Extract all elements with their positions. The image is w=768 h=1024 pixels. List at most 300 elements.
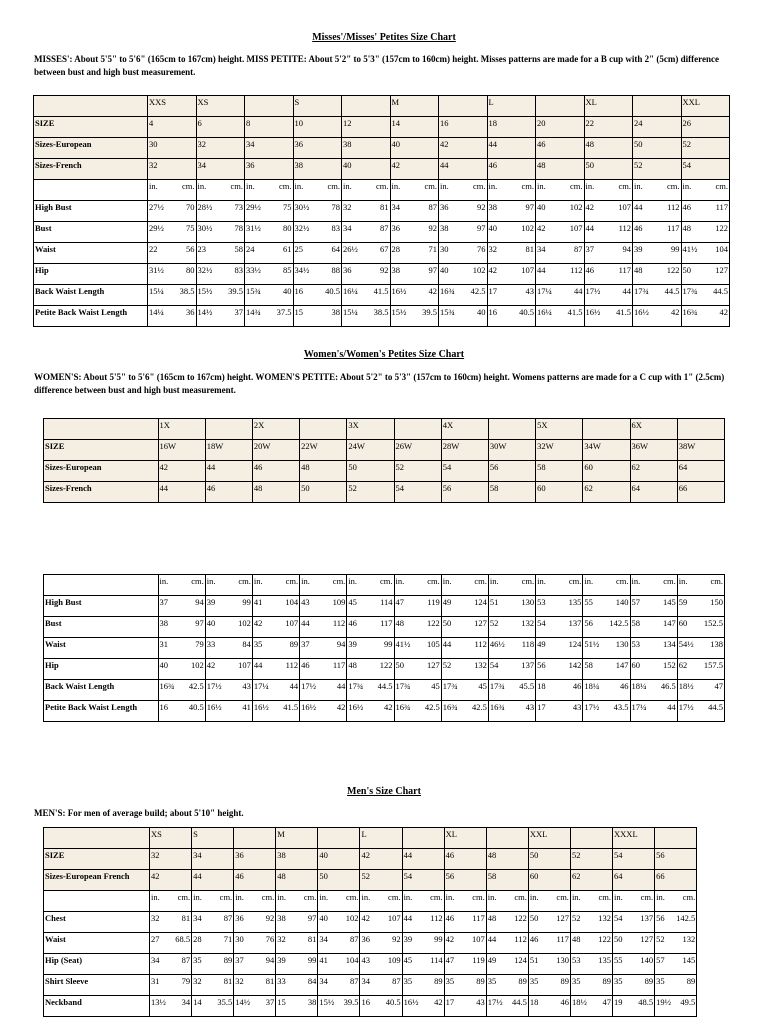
inches-value: 17¾ bbox=[442, 681, 458, 691]
measurement-row bbox=[44, 996, 697, 1017]
unit-cm: cm. bbox=[177, 892, 191, 902]
measurement-cell bbox=[276, 996, 318, 1017]
measurement-cell bbox=[570, 933, 612, 954]
measurement-pair bbox=[683, 306, 729, 318]
unit-cm: cm. bbox=[191, 576, 204, 586]
unit-cm: cm. bbox=[521, 576, 535, 586]
unit-cell bbox=[318, 891, 360, 912]
measurement-cell bbox=[402, 975, 444, 996]
measurement-pair bbox=[198, 243, 244, 255]
unit-in: in. bbox=[487, 892, 497, 902]
measurement-pair bbox=[235, 933, 274, 945]
size-group-cell: 5X bbox=[536, 419, 583, 440]
size-cell: 30W bbox=[488, 440, 535, 461]
cm-value: 102 bbox=[345, 913, 359, 923]
size-cell: 8 bbox=[245, 117, 294, 138]
inches-value: 47 bbox=[445, 955, 455, 965]
measurement-pair bbox=[679, 680, 723, 692]
measurement-cell bbox=[205, 638, 252, 659]
measurement-pair bbox=[572, 954, 611, 966]
measurement-pair bbox=[489, 306, 535, 318]
size-group-cell bbox=[318, 828, 360, 849]
cm-value: 104 bbox=[285, 597, 299, 607]
measurement-pair bbox=[443, 680, 487, 692]
size-cell: 26W bbox=[394, 440, 441, 461]
cm-value: 44 bbox=[574, 286, 583, 296]
measurement-row bbox=[44, 954, 697, 975]
measurement-cell bbox=[158, 701, 205, 722]
cm-value: 37.5 bbox=[276, 307, 292, 317]
size-group-cell bbox=[486, 828, 528, 849]
measurement-cell bbox=[300, 680, 347, 701]
measurement-pair bbox=[301, 659, 345, 671]
measurement-pair bbox=[149, 306, 195, 318]
inches-value: 59 bbox=[678, 597, 688, 607]
unit-cell bbox=[488, 575, 535, 596]
inches-value: 34 bbox=[151, 955, 160, 965]
inches-value: 42 bbox=[445, 934, 455, 944]
measurement-cell bbox=[536, 243, 585, 264]
unit-cm: cm. bbox=[181, 181, 195, 191]
inches-value: 18½ bbox=[571, 997, 587, 1007]
cm-value: 147 bbox=[615, 660, 629, 670]
size-group-cell bbox=[394, 419, 441, 440]
inches-value: 16 bbox=[488, 307, 497, 317]
row-label: SIZE bbox=[44, 440, 159, 461]
cm-value: 112 bbox=[332, 618, 346, 628]
measurement-pair bbox=[149, 243, 195, 255]
unit-pair bbox=[656, 891, 695, 903]
inches-value: 42 bbox=[253, 618, 263, 628]
unit-in: in. bbox=[445, 892, 455, 902]
cm-value: 122 bbox=[598, 934, 612, 944]
inches-value: 31 bbox=[151, 976, 160, 986]
inches-value: 46 bbox=[634, 223, 643, 233]
unit-pair bbox=[361, 891, 400, 903]
size-group-cell: M bbox=[276, 828, 318, 849]
size-cell: 24W bbox=[347, 440, 394, 461]
unit-cm: cm. bbox=[327, 181, 340, 191]
inches-value: 32 bbox=[193, 976, 202, 986]
measurement-cell bbox=[196, 243, 245, 264]
inches-value: 46 bbox=[445, 913, 455, 923]
cm-value: 75 bbox=[186, 223, 195, 233]
women-size-table-bottom bbox=[43, 574, 725, 722]
unit-cell bbox=[150, 891, 192, 912]
inches-value: 50 bbox=[682, 265, 691, 275]
measurement-pair bbox=[537, 264, 583, 276]
measurement-cell bbox=[439, 285, 488, 306]
inches-value: 48 bbox=[395, 618, 405, 628]
measurement-pair bbox=[246, 285, 292, 297]
measurement-pair bbox=[440, 264, 486, 276]
cm-value: 119 bbox=[472, 955, 485, 965]
measurement-pair bbox=[343, 264, 389, 276]
cm-value: 140 bbox=[640, 955, 654, 965]
cm-value: 89 bbox=[602, 976, 612, 986]
cm-value: 38.5 bbox=[179, 286, 195, 296]
unit-in: in. bbox=[395, 576, 405, 586]
size-cell: 40 bbox=[318, 849, 360, 870]
measurement-cell bbox=[488, 659, 535, 680]
measurement-cell bbox=[677, 596, 724, 617]
unit-cell bbox=[234, 891, 276, 912]
inches-value: 15 bbox=[294, 307, 303, 317]
measurement-pair bbox=[348, 617, 392, 629]
measurement-cell bbox=[196, 201, 245, 222]
unit-pair bbox=[440, 180, 486, 192]
cm-value: 145 bbox=[682, 955, 696, 965]
measurement-cell bbox=[655, 996, 697, 1017]
cm-value: 46 bbox=[560, 997, 569, 1007]
measurement-cell bbox=[245, 201, 294, 222]
cm-value: 43 bbox=[242, 681, 251, 691]
unit-cell bbox=[360, 891, 402, 912]
unit-cm: cm. bbox=[427, 576, 440, 586]
size-group-cell bbox=[536, 96, 585, 117]
cm-value: 43 bbox=[572, 702, 582, 712]
size-cell: 54 bbox=[441, 461, 488, 482]
measurement-pair bbox=[254, 680, 298, 692]
cm-value: 42.5 bbox=[472, 702, 487, 712]
inches-value: 15½ bbox=[197, 286, 213, 296]
measurement-cell bbox=[347, 680, 394, 701]
inches-value: 51 bbox=[489, 597, 499, 607]
inches-value: 36 bbox=[440, 202, 449, 212]
inches-value: 16½ bbox=[348, 702, 364, 712]
unit-in: in. bbox=[614, 892, 623, 902]
measurement-cell bbox=[441, 638, 488, 659]
measurement-pair bbox=[396, 680, 440, 692]
measurement-cell bbox=[584, 306, 633, 327]
size-cell: 50 bbox=[528, 849, 570, 870]
cm-value: 97 bbox=[428, 265, 437, 275]
unit-pair bbox=[404, 891, 443, 903]
size-group-cell: XS bbox=[196, 96, 245, 117]
unit-pair bbox=[207, 575, 251, 587]
measurement-cell bbox=[583, 596, 630, 617]
measurement-pair bbox=[530, 912, 569, 924]
cm-value: 87 bbox=[428, 202, 437, 212]
unit-pair bbox=[396, 575, 440, 587]
measurement-pair bbox=[572, 912, 611, 924]
measurement-pair bbox=[440, 222, 486, 234]
measurement-pair bbox=[193, 933, 232, 945]
cm-value: 81 bbox=[380, 202, 389, 212]
unit-in: in. bbox=[403, 892, 413, 902]
measurement-cell bbox=[402, 912, 444, 933]
inches-value: 49 bbox=[442, 597, 452, 607]
size-cell: 50 bbox=[633, 138, 682, 159]
size-row bbox=[44, 461, 725, 482]
measurement-cell bbox=[293, 222, 342, 243]
row-label: Sizes-European bbox=[44, 461, 159, 482]
inches-value: 35 bbox=[253, 639, 263, 649]
row-label: Bust bbox=[44, 617, 159, 638]
measurement-cell bbox=[245, 222, 294, 243]
size-cell: 50 bbox=[300, 482, 347, 503]
measurement-cell bbox=[677, 659, 724, 680]
inches-value: 17½ bbox=[585, 286, 601, 296]
inches-value: 44 bbox=[585, 223, 594, 233]
measurement-pair bbox=[207, 617, 251, 629]
measurement-pair bbox=[632, 617, 676, 629]
unit-in: in. bbox=[488, 181, 498, 191]
cm-value: 88 bbox=[331, 265, 340, 275]
measurement-cell bbox=[318, 996, 360, 1017]
measurement-pair bbox=[301, 701, 345, 713]
inches-value: 56 bbox=[584, 618, 593, 628]
inches-value: 16 bbox=[361, 997, 370, 1007]
measurement-pair bbox=[584, 638, 628, 650]
measurement-cell bbox=[536, 264, 585, 285]
size-cell: 12 bbox=[342, 117, 391, 138]
unit-cell bbox=[655, 891, 697, 912]
unit-cm: cm. bbox=[278, 181, 292, 191]
inches-value: 51 bbox=[529, 955, 539, 965]
inches-value: 32 bbox=[235, 976, 244, 986]
cm-value: 122 bbox=[666, 265, 680, 275]
unit-cell bbox=[441, 575, 488, 596]
measurement-cell bbox=[441, 701, 488, 722]
measurement-pair bbox=[446, 912, 485, 924]
size-group-cell: L bbox=[487, 96, 536, 117]
unit-pair bbox=[586, 180, 632, 192]
measurement-pair bbox=[537, 701, 581, 713]
cm-value: 122 bbox=[379, 660, 393, 670]
measurement-cell bbox=[570, 954, 612, 975]
measurement-pair bbox=[348, 596, 392, 608]
inches-value: 28½ bbox=[197, 202, 213, 212]
measurement-cell bbox=[681, 243, 730, 264]
inches-value: 17¼ bbox=[631, 702, 647, 712]
measurement-cell bbox=[390, 306, 439, 327]
measurement-cell bbox=[347, 617, 394, 638]
unit-pair bbox=[632, 575, 676, 587]
cm-value: 44.5 bbox=[708, 702, 723, 712]
cm-value: 122 bbox=[715, 223, 728, 233]
measurement-pair bbox=[614, 912, 653, 924]
measurement-cell bbox=[192, 933, 234, 954]
measurement-pair bbox=[343, 306, 389, 318]
inches-value: 14½ bbox=[197, 307, 213, 317]
cm-value: 81 bbox=[265, 976, 275, 986]
inches-value: 41 bbox=[253, 597, 263, 607]
inches-value: 17¾ bbox=[348, 681, 364, 691]
cm-value: 89 bbox=[644, 976, 654, 986]
measurement-cell bbox=[394, 638, 441, 659]
measurement-pair bbox=[319, 996, 358, 1008]
measurement-cell bbox=[633, 306, 682, 327]
unit-cell bbox=[570, 891, 612, 912]
cm-value: 49.5 bbox=[680, 997, 696, 1007]
unit-in: in. bbox=[348, 576, 358, 586]
size-cell: 44 bbox=[158, 482, 205, 503]
cm-value: 41.5 bbox=[567, 307, 583, 317]
measurement-pair bbox=[149, 285, 195, 297]
measurement-pair bbox=[151, 996, 190, 1008]
unit-cell bbox=[390, 180, 439, 201]
inches-value: 41 bbox=[319, 955, 328, 965]
size-cell: 52 bbox=[360, 870, 402, 891]
measurement-cell bbox=[444, 996, 486, 1017]
inches-value: 15½ bbox=[319, 997, 335, 1007]
measurement-cell bbox=[613, 933, 655, 954]
measurement-cell bbox=[158, 617, 205, 638]
unit-pair bbox=[446, 891, 485, 903]
measurement-cell bbox=[148, 243, 197, 264]
inches-value: 30½ bbox=[294, 202, 310, 212]
unit-in: in. bbox=[149, 181, 158, 191]
measurement-cell bbox=[205, 617, 252, 638]
size-group-row bbox=[44, 419, 725, 440]
cm-value: 135 bbox=[568, 597, 582, 607]
cm-value: 99 bbox=[671, 244, 680, 254]
cm-value: 142 bbox=[568, 660, 582, 670]
inches-value: 15¼ bbox=[149, 286, 164, 296]
cm-value: 124 bbox=[474, 597, 487, 607]
inches-value: 47 bbox=[395, 597, 405, 607]
inches-value: 41½ bbox=[395, 639, 411, 649]
measurement-cell bbox=[439, 306, 488, 327]
cm-value: 114 bbox=[430, 955, 443, 965]
measurement-pair bbox=[160, 680, 204, 692]
measurement-cell bbox=[677, 638, 724, 659]
unit-in: in. bbox=[585, 181, 595, 191]
inches-value: 18 bbox=[529, 997, 539, 1007]
unit-cm: cm. bbox=[424, 181, 437, 191]
cm-value: 127 bbox=[474, 618, 487, 628]
measurement-pair bbox=[348, 701, 392, 713]
cm-value: 102 bbox=[238, 618, 251, 628]
cm-value: 67 bbox=[380, 244, 389, 254]
measurement-cell bbox=[441, 659, 488, 680]
size-cell: 48 bbox=[486, 849, 528, 870]
measurement-pair bbox=[151, 912, 190, 924]
unit-cell bbox=[584, 180, 633, 201]
unit-pair bbox=[151, 891, 190, 903]
inches-value: 19½ bbox=[656, 997, 671, 1007]
measurement-pair bbox=[634, 222, 680, 234]
measurement-cell bbox=[441, 596, 488, 617]
size-cell: 4 bbox=[148, 117, 197, 138]
measurement-pair bbox=[361, 954, 400, 966]
size-cell: 48 bbox=[252, 482, 299, 503]
measurement-cell bbox=[528, 975, 570, 996]
measurement-pair bbox=[537, 680, 581, 692]
measurement-cell bbox=[158, 638, 205, 659]
measurement-cell bbox=[148, 285, 197, 306]
measurement-pair bbox=[319, 912, 358, 924]
inches-value: 15¼ bbox=[343, 307, 358, 317]
size-group-cell bbox=[570, 828, 612, 849]
measurement-cell bbox=[205, 680, 252, 701]
cm-value: 107 bbox=[238, 660, 251, 670]
measurement-pair bbox=[246, 243, 292, 255]
cm-value: 64 bbox=[331, 244, 340, 254]
inches-value: 54 bbox=[614, 913, 623, 923]
group-label-cell bbox=[44, 828, 150, 849]
measurement-pair bbox=[149, 201, 195, 213]
size-cell: 46 bbox=[252, 461, 299, 482]
cm-value: 142.5 bbox=[676, 913, 696, 923]
size-cell: 54 bbox=[402, 870, 444, 891]
cm-value: 112 bbox=[618, 223, 631, 233]
unit-in: in. bbox=[678, 576, 688, 586]
cm-value: 42.5 bbox=[424, 702, 440, 712]
inches-value: 35 bbox=[445, 976, 455, 986]
measurement-pair bbox=[193, 996, 232, 1008]
measurement-cell bbox=[536, 659, 583, 680]
unit-pair bbox=[277, 891, 316, 903]
inches-value: 35 bbox=[571, 976, 581, 986]
cm-value: 68.5 bbox=[175, 934, 191, 944]
measurement-row bbox=[44, 975, 697, 996]
cm-value: 102 bbox=[190, 660, 204, 670]
measurement-pair bbox=[301, 680, 345, 692]
women-size-table-top bbox=[43, 418, 725, 503]
measurement-cell bbox=[276, 912, 318, 933]
measurement-pair bbox=[396, 638, 440, 650]
measurement-pair bbox=[246, 264, 292, 276]
cm-value: 80 bbox=[186, 265, 195, 275]
inches-value: 44 bbox=[442, 639, 452, 649]
measurement-pair bbox=[488, 954, 527, 966]
measurement-pair bbox=[246, 306, 292, 318]
size-group-cell: XL bbox=[444, 828, 486, 849]
measurement-cell bbox=[150, 912, 192, 933]
cm-value: 83 bbox=[234, 265, 243, 275]
measurement-pair bbox=[246, 201, 292, 213]
unit-cell bbox=[486, 891, 528, 912]
measurement-pair bbox=[634, 201, 680, 213]
size-cell: 66 bbox=[655, 870, 697, 891]
cm-value: 44.5 bbox=[713, 286, 728, 296]
unit-cell bbox=[536, 575, 583, 596]
measurement-pair bbox=[254, 659, 298, 671]
measurement-pair bbox=[584, 680, 628, 692]
inches-value: 56 bbox=[537, 660, 546, 670]
unit-cm: cm. bbox=[521, 181, 534, 191]
measurement-pair bbox=[656, 933, 695, 945]
size-cell: 46 bbox=[444, 849, 486, 870]
measurement-cell bbox=[488, 617, 535, 638]
unit-cm: cm. bbox=[640, 892, 654, 902]
inches-value: 16¾ bbox=[440, 286, 455, 296]
measurement-pair bbox=[586, 264, 632, 276]
measurement-pair bbox=[254, 638, 298, 650]
measurement-cell bbox=[300, 617, 347, 638]
unit-in: in. bbox=[537, 576, 546, 586]
size-cell: 32 bbox=[150, 849, 192, 870]
unit-in: in. bbox=[489, 576, 499, 586]
inches-value: 46 bbox=[682, 202, 691, 212]
size-row bbox=[44, 482, 725, 503]
measurement-cell bbox=[444, 912, 486, 933]
measurement-pair bbox=[295, 201, 341, 213]
size-cell: 60 bbox=[528, 870, 570, 891]
unit-cm: cm. bbox=[474, 576, 487, 586]
measurement-cell bbox=[293, 243, 342, 264]
cm-value: 44 bbox=[336, 681, 346, 691]
measurement-cell bbox=[342, 243, 391, 264]
unit-row bbox=[44, 891, 697, 912]
measurement-pair bbox=[656, 912, 695, 924]
unit-pair bbox=[489, 180, 535, 192]
unit-pair bbox=[301, 575, 345, 587]
cm-value: 43 bbox=[525, 702, 535, 712]
row-label: Petite Back Waist Length bbox=[44, 701, 159, 722]
